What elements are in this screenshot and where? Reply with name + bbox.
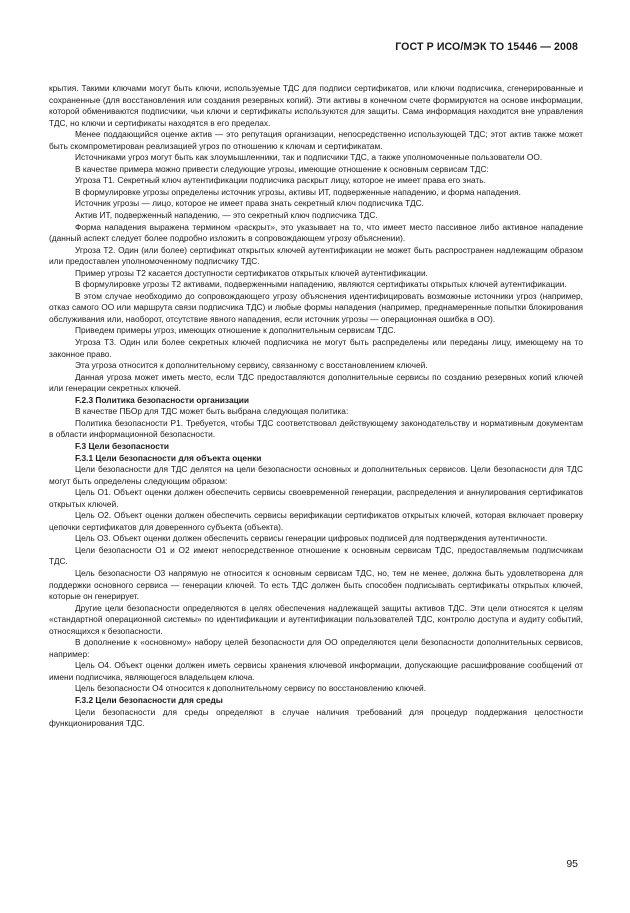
paragraph: Другие цели безопасности определяются в целях обеспечения надлежащей защиты активов ТДС. Эти цели относятся к целям «стандартной операционной системы» по идентификации и аутентификации пользователей ТДС, контролю доступа и аудиту событий, относящихся к безопасности.: [49, 602, 583, 636]
paragraph: Цель безопасности О3 напрямую не относится к основным сервисам ТДС, но, тем не менее, должна быть удовлетворена для поддержки основного сервиса — генерации ключей. То есть ТДС должен быть способен подписывать сертификаты открытых ключей, которые он генерирует.: [49, 567, 583, 602]
paragraph: Цели безопасности для ТДС делятся на цели безопасности основных и дополнительных сервисов. Цели безопасности для ТДС могут быть определены следующим образом:: [49, 464, 583, 486]
paragraph: Политика безопасности Р1. Требуется, чтобы ТДС соответствовал действующему законодательству и нормативным документам в области информационной безопасности.: [49, 417, 583, 440]
paragraph: Цели безопасности для среды определяют в случае наличия требований для процедур поддержания целостности функционирования ТДС.: [49, 706, 583, 729]
paragraph: В формулировке угрозы Т2 активами, подверженными нападению, являются сертификаты открытых ключей аутентификации.: [75, 279, 567, 290]
paragraph: Угроза Т2. Один (или более) сертификат открытых ключей аутентификации не может быть распространен надлежащим образом или предоставлен уполномоченному подписчику ТДС.: [49, 244, 583, 267]
running-header: ГОСТ Р ИСО/МЭК ТО 15446 — 2008: [395, 41, 578, 53]
paragraph: крытия. Такими ключами могут быть ключи, используемые ТДС для подписи сертификатов, или ключи подписчика, сгенерированные и сохраненные (для восстановления или создания резервных копий). Эти активы в конечном счете формируются на основе информации, которой обмениваются подписчики, чьи ключи и сертификаты используются для защиты. Сама информация находится вне управления ТДС, но ключи и сертификаты находятся в его пределах.: [49, 83, 583, 128]
paragraph: Угроза Т1. Секретный ключ аутентификации подписчика раскрыт лицу, которое не имеет права его знать.: [75, 175, 486, 186]
paragraph: Пример угрозы Т2 касается доступности сертификатов открытых ключей аутентификации.: [75, 267, 428, 278]
paragraph: Цель безопасности О4 относится к дополнительному сервису по восстановлению ключей.: [75, 683, 427, 694]
document-body: [49, 83, 583, 730]
paragraph: Источник угрозы — лицо, которое не имеет права знать секретный ключ подписчика ТДС.: [75, 198, 424, 209]
paragraph: Менее поддающийся оценке актив — это репутация организации, непосредственно использующей ТДС; этот актив также может быть скомпрометирован реализацией угроз по отношению к ключам и сертификатам.: [49, 129, 583, 151]
paragraph: Источниками угроз могут быть как злоумышленники, так и подписчики ТДС, а также уполномоченные пользователи ОО.: [75, 152, 543, 163]
paragraph: Эта угроза относится к дополнительному сервису, связанному с восстановлением ключей.: [75, 360, 428, 371]
section-heading: F.3.1 Цели безопасности для объекта оценки: [75, 452, 262, 463]
paragraph: Форма нападения выражена термином «раскрыт», это указывает на то, что имеет место пассивное либо активное нападение (данный аспект следует более подробно изложить в сопровождающем угрозу объяснении).: [49, 221, 583, 244]
paragraph: Цель О2. Объект оценки должен обеспечить сервисы верификации сертификатов открытых ключей, которая включает проверку цепочки сертификатов для доверенного субъекта (объекта).: [49, 510, 583, 532]
section-heading: F.3 Цели безопасности: [75, 440, 170, 451]
paragraph: Данная угроза может иметь место, если ТДС предоставляются дополнительные сервисы по созданию резервных копий ключей или генерации секретных ключей.: [49, 371, 583, 394]
paragraph: Цели безопасности О1 и О2 имеют непосредственное отношение к основным сервисам ТДС, предоставляемым подписчикам ТДС.: [49, 544, 583, 567]
paragraph: В дополнение к «основному» набору целей безопасности для ОО определяются цели безопасности дополнительных сервисов, например:: [49, 637, 583, 659]
paragraph: Цель О1. Объект оценки должен обеспечить сервисы своевременной генерации, распределения и аннулирования сертификатов открытых ключей.: [49, 487, 583, 509]
paragraph: В качестве ПБОр для ТДС может быть выбрана следующая политика:: [75, 406, 349, 417]
section-heading: F.3.2 Цели безопасности для среды: [75, 694, 223, 705]
paragraph: В этом случае необходимо до сопровождающего угрозу объяснения идентифицировать возможные источники угроз (например, отказ самого ОО или маршрута связи подписчика ТДС) и любые формы нападения (например, преднамеренные попытки блокирования обслуживания или, наоборот, отсутствие явного нападения, если источник угрозы — операционная ошибка в ОО).: [49, 290, 583, 324]
page-number: 95: [566, 858, 578, 870]
paragraph: В качестве примера можно привести следующие угрозы, имеющие отношение к основным сервисам ТДС:: [75, 163, 489, 174]
section-heading: F.2.3 Политика безопасности организации: [75, 394, 249, 405]
paragraph: Цель О4. Объект оценки должен иметь сервисы хранения ключевой информации, допускающие расшифрование сообщений от имени подписчика, являющегося владельцем ключа.: [49, 660, 583, 682]
paragraph: Актив ИТ, подверженный нападению, — это секретный ключ подписчика ТДС.: [75, 210, 378, 221]
paragraph: Приведем примеры угроз, имеющих отношение к дополнительным сервисам ТДС.: [75, 325, 396, 336]
paragraph: Цель О3. Объект оценки должен обеспечить сервисы генерации цифровых подписей для подтверждения аутентичности.: [75, 533, 548, 544]
paragraph: Угроза Т3. Один или более секретных ключей подписчика не могут быть распределены или переданы лицу, имеющему на то законное право.: [49, 337, 583, 359]
paragraph: В формулировке угрозы определены источник угрозы, активы ИТ, подверженные нападению, и форма нападения.: [75, 186, 521, 197]
